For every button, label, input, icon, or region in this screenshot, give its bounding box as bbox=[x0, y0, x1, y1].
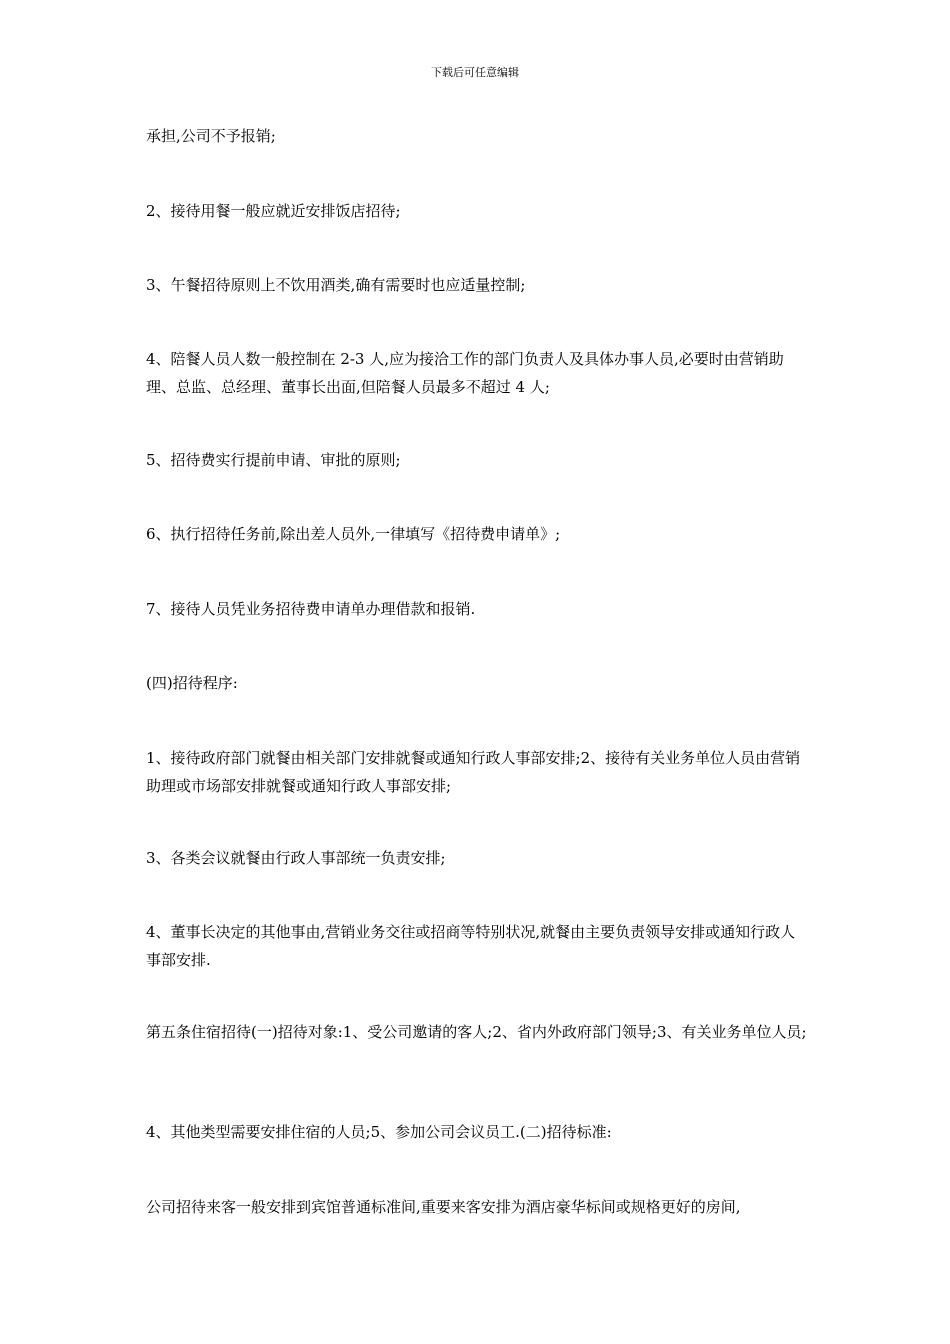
paragraph: 承担,公司不予报销; bbox=[146, 127, 276, 145]
paragraph: 第五条住宿招待(一)招待对象:1、受公司邀请的客人;2、省内外政府部门领导;3、有关业务单位人员; bbox=[146, 1023, 807, 1041]
paragraph: 4、其他类型需要安排住宿的人员;5、参加公司会议员工.(二)招待标准: bbox=[146, 1123, 612, 1141]
page-header: 下载后可任意编辑 bbox=[431, 66, 519, 79]
paragraph: 公司招待来客一般安排到宾馆普通标准间,重要来客安排为酒店豪华标间或规格更好的房间, bbox=[146, 1198, 741, 1216]
paragraph: 6、执行招待任务前,除出差人员外,一律填写《招待费申请单》; bbox=[146, 525, 561, 543]
paragraph: 2、接待用餐一般应就近安排饭店招待; bbox=[146, 202, 401, 220]
paragraph: 3、各类会议就餐由行政人事部统一负责安排; bbox=[146, 849, 446, 867]
paragraph: 1、接待政府部门就餐由相关部门安排就餐或通知行政人事部安排;2、接待有关业务单位人员由营销助理或市场部安排就餐或通知行政人事部安排; bbox=[146, 749, 801, 795]
paragraph: 5、招待费实行提前申请、审批的原则; bbox=[146, 451, 401, 469]
paragraph: 3、午餐招待原则上不饮用酒类,确有需要时也应适量控制; bbox=[146, 276, 526, 294]
section-heading: (四)招待程序: bbox=[146, 674, 238, 692]
paragraph: 7、接待人员凭业务招待费申请单办理借款和报销. bbox=[146, 600, 476, 618]
paragraph: 4、董事长决定的其他事由,营销业务交往或招商等特别状况,就餐由主要负责领导安排或通知行政人事部安排. bbox=[146, 923, 796, 969]
paragraph: 4、陪餐人员人数一般控制在 2-3 人,应为接洽工作的部门负责人及具体办事人员,必要时由营销助理、总监、总经理、董事长出面,但陪餐人员最多不超过 4 人; bbox=[146, 350, 784, 396]
